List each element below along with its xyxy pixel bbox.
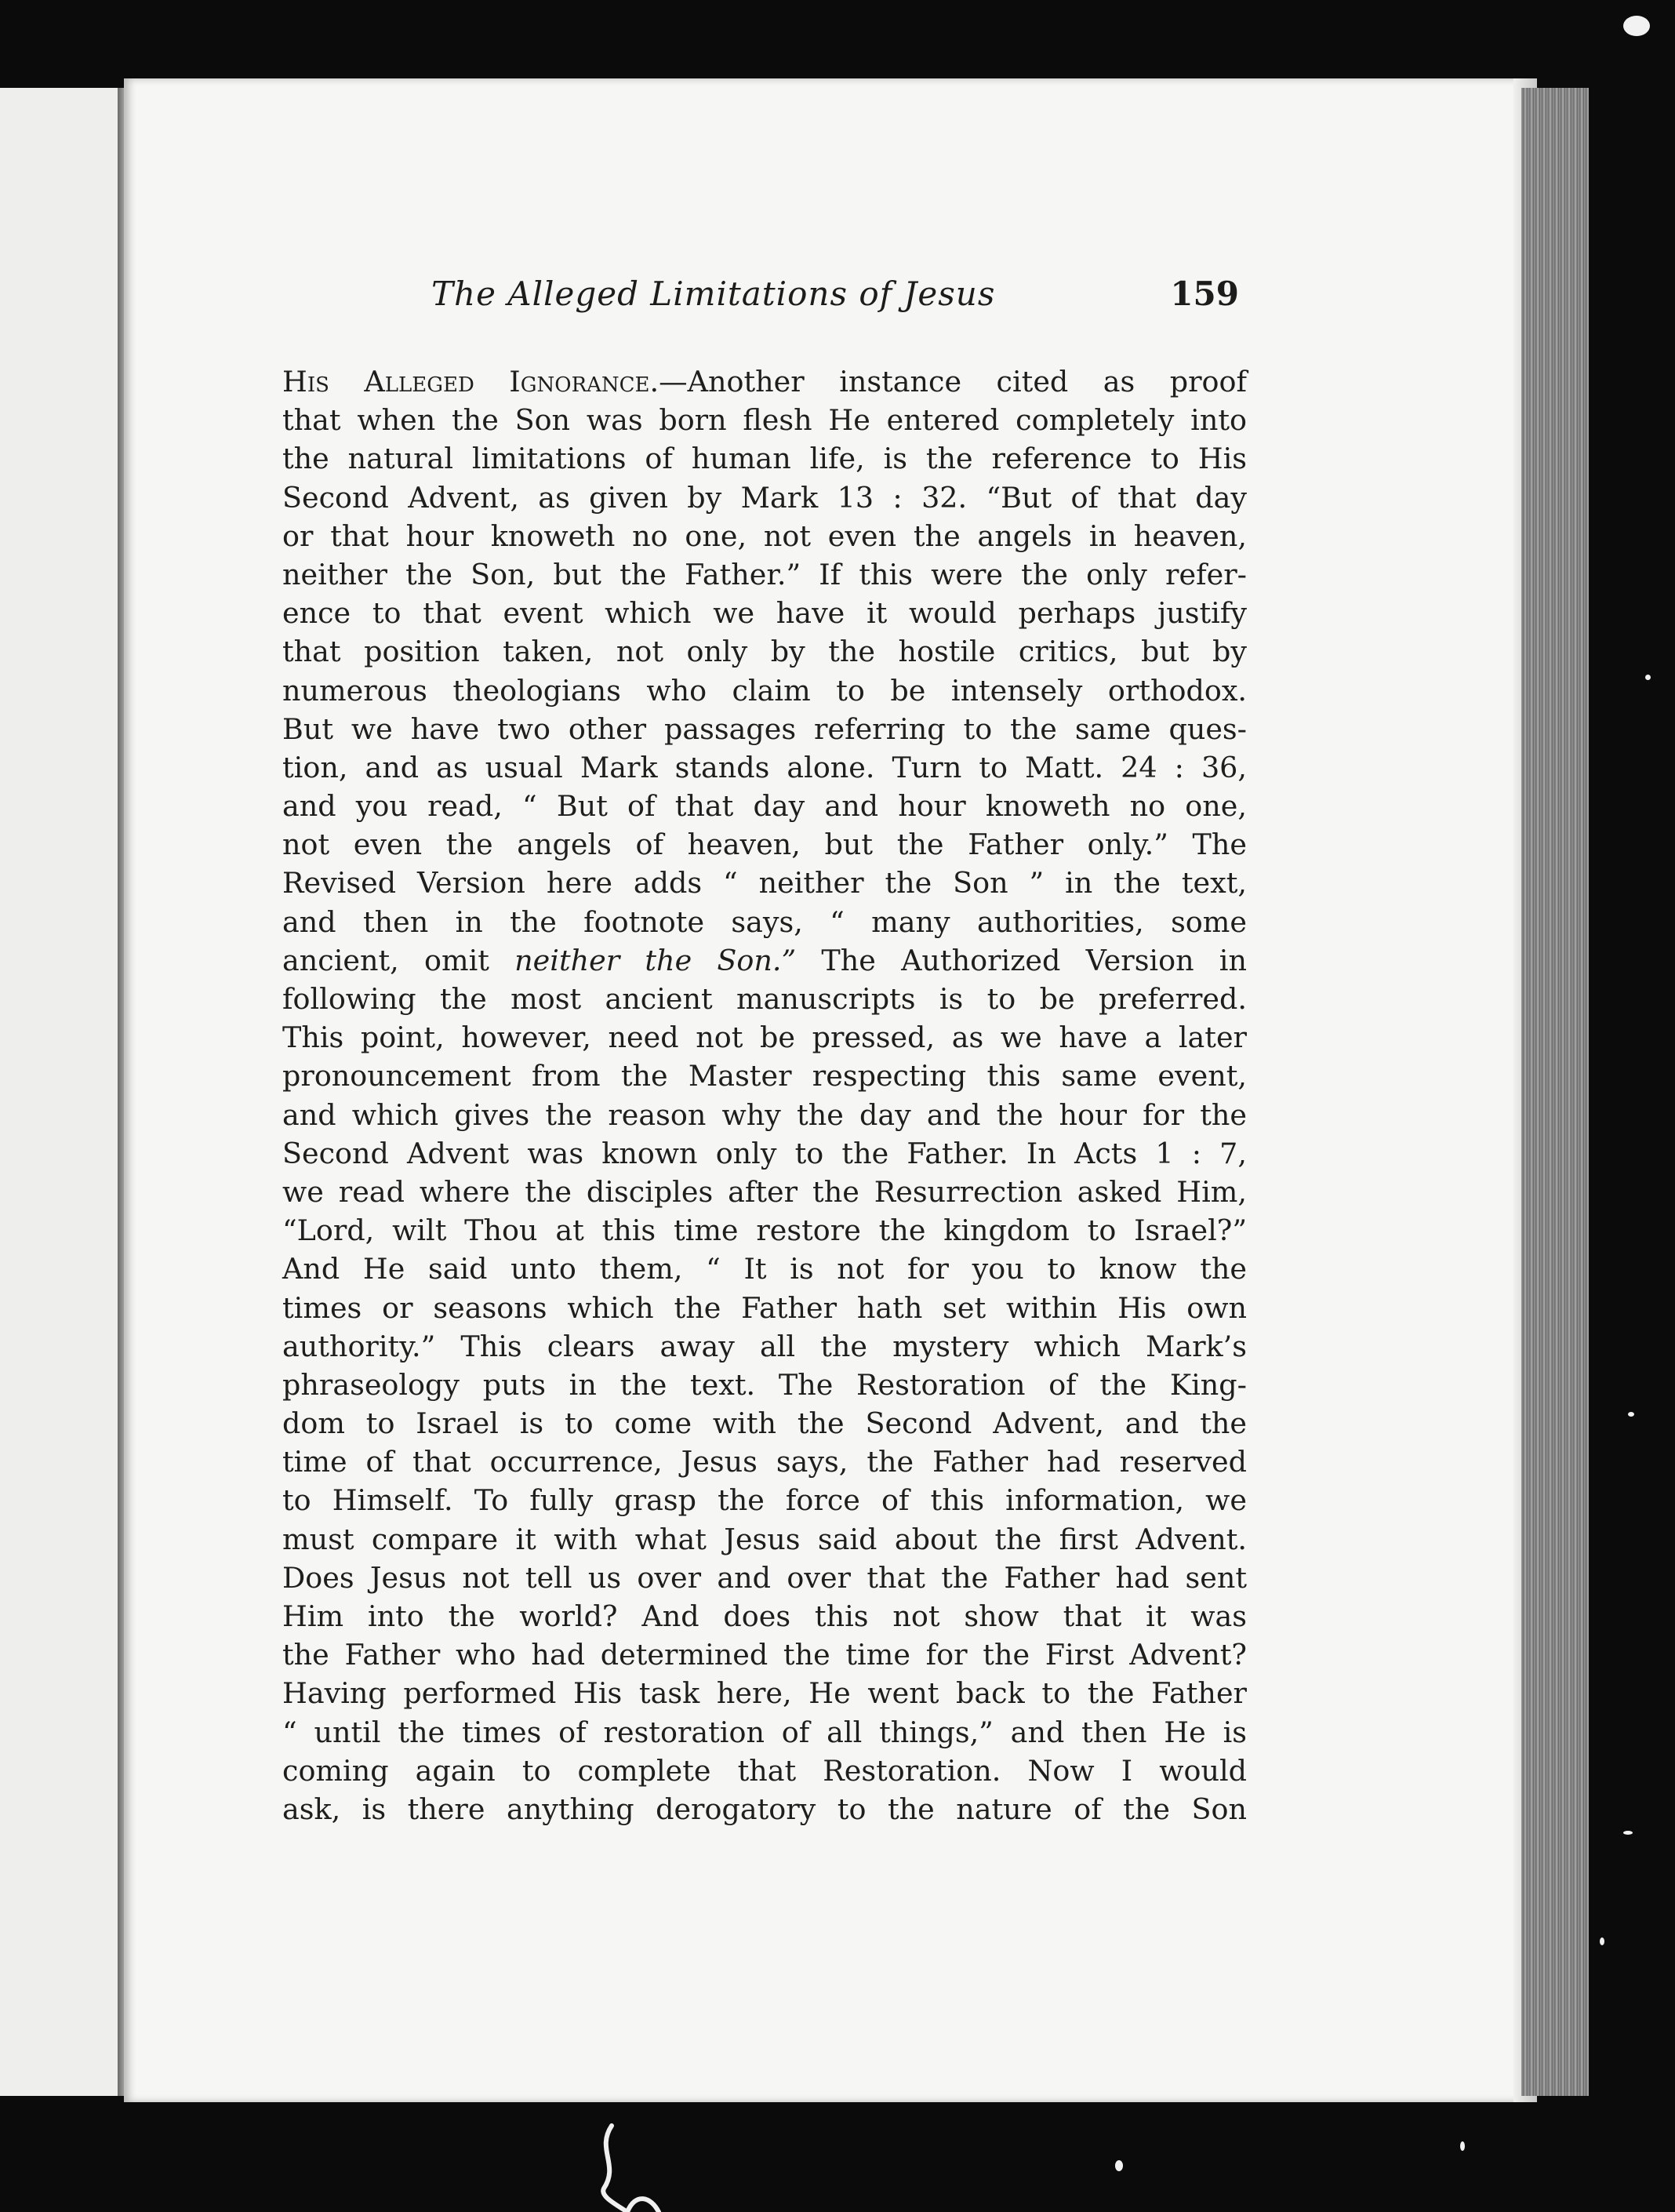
text-line: “Lord, wilt Thou at this time restore the kingdom to Israel?”: [282, 1213, 1247, 1248]
text-line: tion, and as usual Mark stands alone. Turn to Matt. 24 : 36,: [282, 750, 1247, 784]
text-line: the Father who had determined the time for the First Advent?: [282, 1638, 1247, 1672]
running-head: [431, 275, 1239, 322]
text-line: Revised Version here adds “ neither the Son ” in the text,: [282, 866, 1247, 900]
text-line: pronouncement from the Master respecting this same event,: [282, 1059, 1247, 1093]
page-number: 159: [1170, 275, 1239, 313]
scan-speck: [1645, 675, 1651, 680]
text-line: neither the Son, but the Father.” If this were the only refer-: [282, 557, 1247, 591]
scan-speck: [1628, 1412, 1634, 1417]
scan-speck: [1623, 16, 1650, 36]
text-line-tail: The Authorized Version in: [796, 943, 1247, 977]
body-text: [282, 362, 1247, 1828]
text-line: numerous theologians who claim to be intensely orthodox.: [282, 673, 1247, 708]
text-line: and then in the footnote says, “ many authorities, some: [282, 904, 1247, 939]
text-line: time of that occurrence, Jesus says, the Father had reserved: [282, 1445, 1247, 1479]
text-line: dom to Israel is to come with the Second Advent, and the: [282, 1406, 1247, 1441]
text-line: “ until the times of restoration of all things,” and then He is: [282, 1715, 1247, 1749]
text-line-content: —Another instance cited as proof: [659, 365, 1247, 398]
text-line: the natural limitations of human life, is the reference to His: [282, 442, 1247, 476]
text-line-content: ancient, omit: [282, 943, 515, 977]
text-line: coming again to complete that Restoration. Now I would: [282, 1753, 1247, 1788]
text-line: Second Advent, as given by Mark 13 : 32. “But of that day: [282, 480, 1247, 515]
text-line: Second Advent was known only to the Father. In Acts 1 : 7,: [282, 1136, 1247, 1170]
text-line: not even the angels of heaven, but the Father only.” The: [282, 828, 1247, 862]
scan-speck: [1460, 2141, 1465, 2151]
text-line: Him into the world? And does this not show that it was: [282, 1599, 1247, 1633]
scan-debris-fiber: [580, 2118, 674, 2212]
scan-speck: [1600, 1937, 1604, 1945]
text-line: or that hour knoweth no one, not even the angels in heaven,: [282, 518, 1247, 553]
text-line: that position taken, not only by the hostile critics, but by: [282, 635, 1247, 669]
text-line: [282, 362, 1247, 401]
text-line: following the most ancient manuscripts is to be preferred.: [282, 982, 1247, 1016]
text-line: phraseology puts in the text. The Restoration of the King-: [282, 1367, 1247, 1402]
text-line: to Himself. To fully grasp the force of this information, we: [282, 1483, 1247, 1518]
text-line: we read where the disciples after the Resurrection asked Him,: [282, 1174, 1247, 1209]
text-line: This point, however, need not be pressed, as we have a later: [282, 1021, 1247, 1055]
running-title: The Alleged Limitations of Jesus: [431, 275, 996, 313]
text-line: And He said unto them, “ It is not for you to know the: [282, 1252, 1247, 1286]
text-line: ence to that event which we have it would perhaps justify: [282, 596, 1247, 631]
text-line: that when the Son was born flesh He entered completely into: [282, 403, 1247, 438]
text-line: must compare it with what Jesus said about the first Advent.: [282, 1522, 1247, 1556]
text-line: times or seasons which the Father hath set within His own: [282, 1290, 1247, 1325]
italic-phrase: neither the Son.”: [514, 943, 797, 977]
text-line: ask, is there anything derogatory to the nature of the Son: [282, 1792, 1247, 1826]
previous-page-edge: [0, 88, 124, 2096]
scan-speck: [1115, 2160, 1123, 2171]
text-line: and which gives the reason why the day and the hour for the: [282, 1097, 1247, 1132]
text-line: Does Jesus not tell us over and over that the Father had sent: [282, 1560, 1247, 1595]
text-line: and you read, “ But of that day and hour knoweth no one,: [282, 789, 1247, 824]
page-block-edges: [1521, 88, 1589, 2096]
text-line: But we have two other passages referring to the same ques-: [282, 711, 1247, 746]
section-head: His Alleged Ignorance.: [282, 365, 659, 398]
text-line: authority.” This clears away all the mystery which Mark’s: [282, 1329, 1247, 1363]
text-line: [282, 941, 1247, 980]
scan-speck: [1623, 1831, 1633, 1835]
text-line: Having performed His task here, He went back to the Father: [282, 1676, 1247, 1711]
